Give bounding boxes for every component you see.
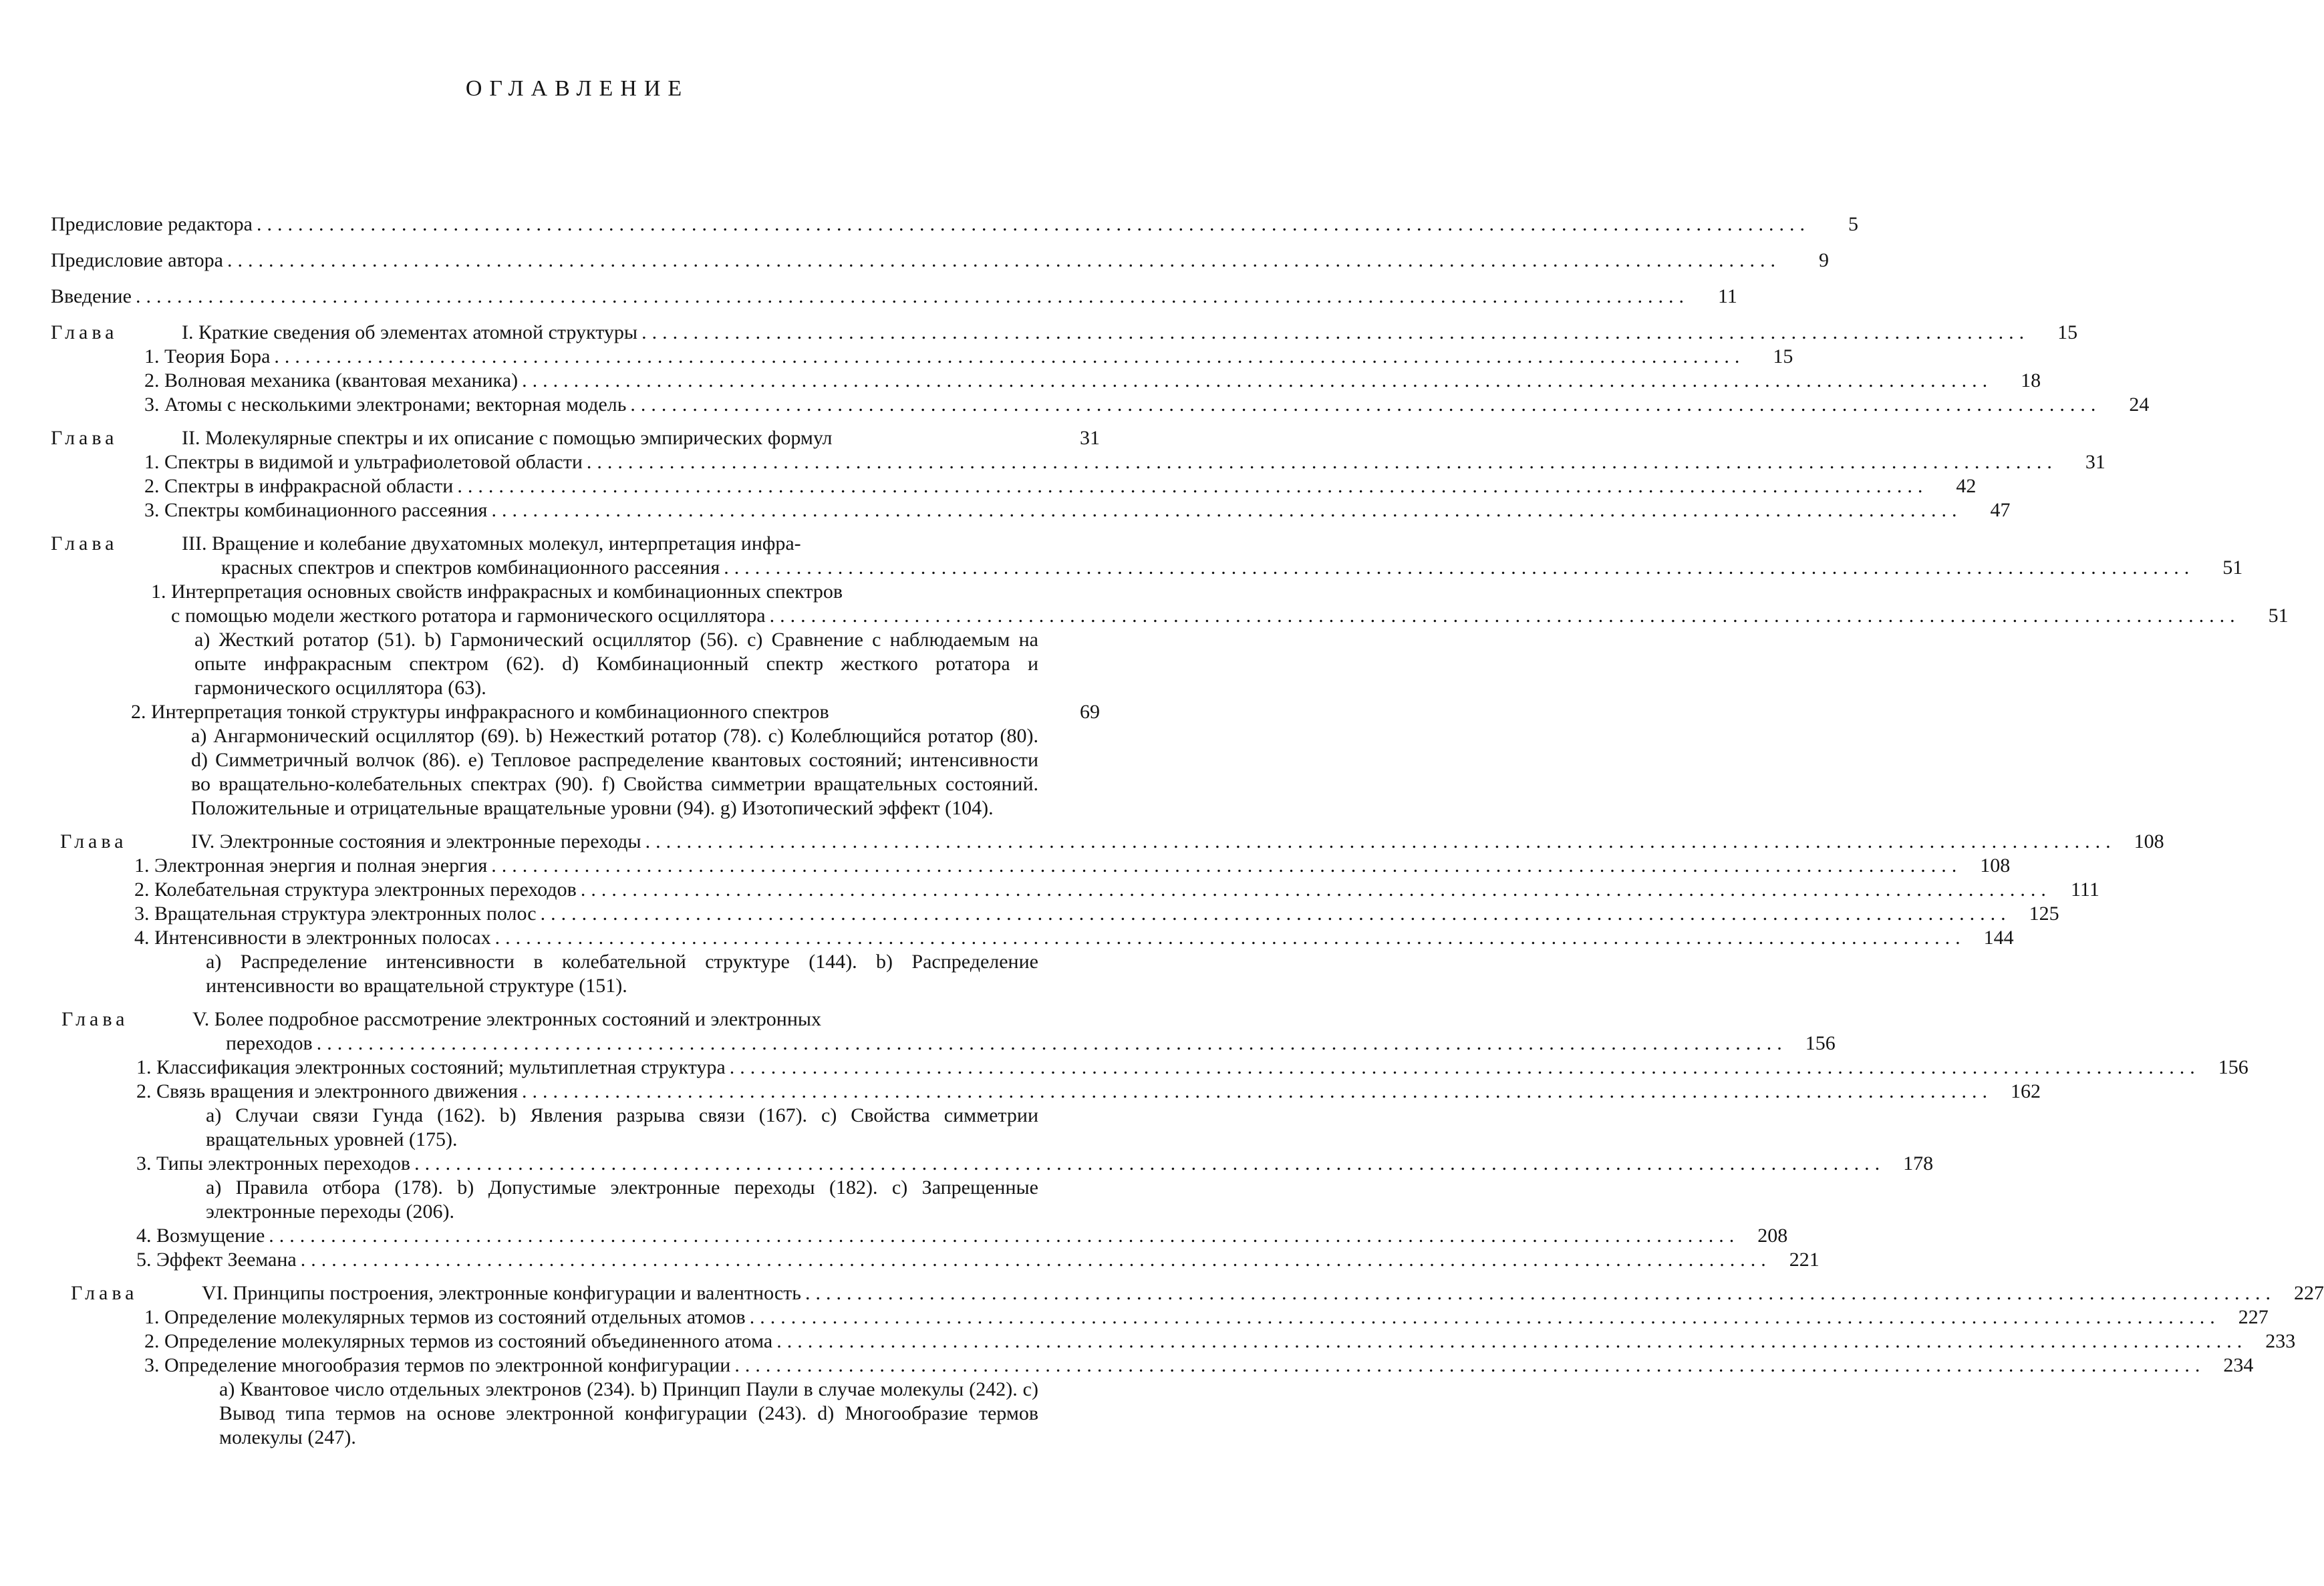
chapter-title: III. Вращение и колебание двухатомных молекул, интерпретация инфра-	[182, 532, 801, 554]
dot-leader: ..............................................................................................................................................	[457, 475, 1928, 497]
page-number: 208	[1757, 1225, 1788, 1247]
section-text: 3. Спектры комбинационного рассеяния	[144, 499, 491, 521]
section-text: 1. Интерпретация основных свойств инфракрасных и комбинационных спектров	[151, 581, 847, 603]
page-number: 69	[1080, 701, 1100, 723]
dot-leader: ..............................................................................................................................................	[316, 1032, 1787, 1054]
toc-section[interactable]	[51, 369, 2041, 393]
dot-leader: ..............................................................................................................................................	[630, 393, 2101, 416]
subsection-paragraph: a) Жесткий ротатор (51). b) Гармонический осциллятор (56). c) Сравнение с наблюдаемым на опыте инфракрасным спектром (62). d) Комбинационный спектр жесткого ротатора и гармонического осциллятора (63).	[194, 629, 1038, 699]
toc-section-continued[interactable]	[51, 604, 2289, 628]
section-text: 2. Интерпретация тонкой структуры инфракрасного и комбинационного спектров	[131, 701, 833, 723]
page-number: 31	[2085, 451, 2105, 473]
subsection-paragraph: a) Ангармонический осциллятор (69). b) Нежесткий ротатор (78). c) Колеблющийся ротатор (80). d) Симметричный волчок (86). e) Тепловое распределение квантовых состояний; интенсивности во вращательно-колебательных спектрах (90). f) Свойства симметрии вращательных состояний. Положительные и отрицательные вращательные уровни (94). g) Изотопический эффект (104).	[191, 725, 1038, 819]
page-number: 15	[1773, 345, 1793, 367]
section-text-continued: с помощью модели жесткого ротатора и гармонического осциллятора	[171, 605, 770, 627]
toc-section[interactable]	[51, 1354, 2254, 1378]
page-number: 156	[1805, 1032, 1836, 1054]
section-text: 4. Возмущение	[136, 1225, 269, 1247]
page-number: 111	[2071, 879, 2099, 901]
page-number: 125	[2029, 903, 2059, 925]
toc-section[interactable]	[51, 902, 2059, 926]
page-number: 108	[1980, 854, 2011, 877]
dot-leader: ......................................................................................................................................	[641, 321, 2030, 343]
toc-section[interactable]	[51, 1152, 1934, 1176]
dot-leader: ......................................................................................................................................................	[256, 213, 1810, 235]
dot-leader: ..............................................................................................................................................	[580, 879, 2051, 901]
page-number: 51	[2268, 605, 2289, 627]
section-text: 2. Спектры в инфракрасной области	[144, 475, 457, 497]
chapter-3-heading[interactable]	[51, 532, 1100, 556]
toc-section[interactable]	[51, 1329, 2296, 1354]
toc-section[interactable]	[51, 474, 1977, 498]
page-number: 47	[1990, 499, 2011, 521]
toc-entry-preface-author[interactable]	[51, 249, 1829, 273]
dot-leader: ..............................................................................................................................................	[494, 927, 1966, 949]
dot-leader: ..............................................................................................................................................	[586, 451, 2057, 473]
toc-entry-introduction[interactable]	[51, 285, 1737, 309]
chapter-label: Глава	[71, 1282, 138, 1304]
subsection-paragraph: a) Распределение интенсивности в колебательной структуре (144). b) Распределение интенсивности во вращательной структуре (151).	[206, 951, 1038, 997]
dot-leader: ......................................................................................................................................................	[227, 249, 1781, 271]
chapter-label: Глава	[51, 321, 118, 343]
toc-section[interactable]	[51, 345, 1793, 369]
toc-section[interactable]	[51, 580, 1100, 604]
dot-leader: ..............................................................................................................................................	[269, 1225, 1740, 1247]
page-number: 42	[1956, 475, 1977, 497]
dot-leader: ..............................................................................................................................................	[521, 1080, 1993, 1102]
section-text: 1. Классификация электронных состояний; мультиплетная структура	[136, 1056, 730, 1078]
chapter-4-heading[interactable]	[51, 830, 2164, 854]
dot-leader: ..............................................................................................................................................	[749, 1306, 2220, 1328]
section-text: 3. Типы электронных переходов	[136, 1152, 414, 1174]
toc-section[interactable]	[51, 926, 2014, 950]
entry-text: Введение	[51, 285, 136, 307]
table-of-contents	[51, 212, 2324, 1450]
dot-leader: ..............................................................................................................................................	[729, 1056, 2200, 1078]
toc-section[interactable]	[51, 700, 1100, 724]
section-text: 3. Вращательная структура электронных полос	[134, 903, 541, 925]
dot-leader: ..............................................................................................................................................	[769, 605, 2240, 627]
toc-section[interactable]	[51, 1224, 1788, 1248]
page-number: 15	[2057, 321, 2078, 343]
dot-leader: ..............................................................................................................................................	[776, 1330, 2248, 1352]
page-number: 234	[2223, 1354, 2254, 1376]
chapter-5-heading-continued[interactable]	[51, 1032, 1836, 1056]
chapter-2-heading[interactable]	[51, 426, 1100, 450]
chapter-label: Глава	[51, 532, 118, 554]
page-number: 156	[2218, 1056, 2248, 1078]
dot-leader: ..............................................................................................................................................	[491, 854, 1963, 877]
section-text: 1. Теория Бора	[144, 345, 274, 367]
subsection-paragraph: a) Случаи связи Гунда (162). b) Явления разрыва связи (167). c) Свойства симметрии вращательных уровней (175).	[206, 1104, 1038, 1150]
section-text: 3. Определение многообразия термов по электронной конфигурации	[144, 1354, 734, 1376]
subsection-paragraph: a) Правила отбора (178). b) Допустимые электронные переходы (182). c) Запрещенные электронные переходы (206).	[206, 1176, 1038, 1223]
entry-text: Предисловие автора	[51, 249, 227, 271]
dot-leader: ..............................................................................................................................................	[522, 369, 1993, 391]
toc-section[interactable]	[51, 1080, 2041, 1104]
chapter-label: Глава	[60, 830, 128, 852]
page-number: 162	[2010, 1080, 2041, 1102]
toc-section[interactable]	[51, 1305, 2269, 1329]
chapter-5-heading[interactable]	[51, 1007, 1100, 1032]
section-text: 3. Атомы с несколькими электронами; векторная модель	[144, 393, 630, 416]
chapter-title-continued: переходов	[226, 1032, 317, 1054]
chapter-title: I. Краткие сведения об элементах атомной структуры	[182, 321, 638, 343]
page-number: 144	[1983, 927, 2014, 949]
chapter-title: IV. Электронные состояния и электронные переходы	[191, 830, 641, 852]
page-number: 11	[1718, 285, 1737, 307]
toc-section[interactable]	[51, 498, 2011, 522]
chapter-3-heading-continued[interactable]	[51, 556, 2243, 580]
dot-leader: ..............................................................................................................................................	[805, 1282, 2276, 1304]
entry-text: Предисловие редактора	[51, 213, 257, 235]
toc-section[interactable]	[51, 854, 2011, 878]
page-title: ОГЛАВЛЕНИЕ	[465, 76, 690, 101]
page-number: 233	[2265, 1330, 2296, 1352]
section-text: 1. Спектры в видимой и ультрафиолетовой области	[144, 451, 587, 473]
toc-section[interactable]	[51, 393, 2150, 417]
toc-section[interactable]	[51, 878, 2099, 902]
chapter-1-heading[interactable]	[51, 321, 2078, 345]
section-text: 1. Электронная энергия и полная энергия	[134, 854, 491, 877]
toc-section[interactable]	[51, 450, 2105, 474]
chapter-title-continued: красных спектров и спектров комбинационного рассеяния	[221, 557, 724, 579]
section-text: 1. Определение молекулярных термов из состояний отдельных атомов	[144, 1306, 750, 1328]
page-number: 227	[2293, 1282, 2324, 1304]
page-number: 24	[2129, 393, 2150, 416]
dot-leader: ......................................................................................................................................................	[135, 285, 1689, 307]
dot-leader: ..............................................................................................................................................	[414, 1152, 1886, 1174]
chapter-title: V. Более подробное рассмотрение электронных состояний и электронных	[192, 1008, 822, 1030]
section-text: 4. Интенсивности в электронных полосах	[134, 927, 495, 949]
page-number: 9	[1819, 249, 1829, 271]
page-number: 108	[2134, 830, 2164, 852]
chapter-6-heading[interactable]	[51, 1281, 2324, 1305]
section-text: 2. Колебательная структура электронных переходов	[134, 879, 581, 901]
page-number: 18	[2021, 369, 2041, 391]
section-text: 2. Связь вращения и электронного движения	[136, 1080, 522, 1102]
chapter-label: Глава	[61, 1008, 129, 1030]
dot-leader: ..............................................................................................................................................	[734, 1354, 2206, 1376]
page-number: 31	[1080, 427, 1100, 449]
subsection-paragraph: a) Квантовое число отдельных электронов (234). b) Принцип Паули в случае молекулы (242). c) Вывод типа термов на основе электронной конфигурации (243). d) Многообразие термов молекулы (247).	[219, 1378, 1038, 1448]
toc-section[interactable]	[51, 1248, 1820, 1272]
dot-leader: ..............................................................................................................................................	[491, 499, 1963, 521]
section-text: 2. Волновая механика (квантовая механика)	[144, 369, 522, 391]
dot-leader: ..............................................................................................................................................	[724, 557, 2195, 579]
section-text: 2. Определение молекулярных термов из состояний объединенного атома	[144, 1330, 776, 1352]
page-number: 227	[2238, 1306, 2269, 1328]
chapter-title: VI. Принципы построения, электронные конфигурации и валентность	[202, 1282, 801, 1304]
page-number: 51	[2222, 557, 2243, 579]
section-text: 5. Эффект Зеемана	[136, 1249, 301, 1271]
dot-leader: ..............................................................................................................................................	[274, 345, 1745, 367]
dot-leader: ..............................................................................................................................................	[540, 903, 2011, 925]
page-number: 178	[1903, 1152, 1934, 1174]
chapter-label: Глава	[51, 427, 118, 449]
chapter-title: II. Молекулярные спектры и их описание с помощью эмпирических формул	[182, 427, 833, 449]
page-number: 221	[1789, 1249, 1820, 1271]
toc-section[interactable]	[51, 1056, 2248, 1080]
toc-entry-preface-editor[interactable]	[51, 212, 1858, 236]
page-number: 5	[1848, 213, 1858, 235]
dot-leader: ..............................................................................................................................................	[300, 1249, 1771, 1271]
dot-leader: ..............................................................................................................................................	[645, 830, 2116, 852]
